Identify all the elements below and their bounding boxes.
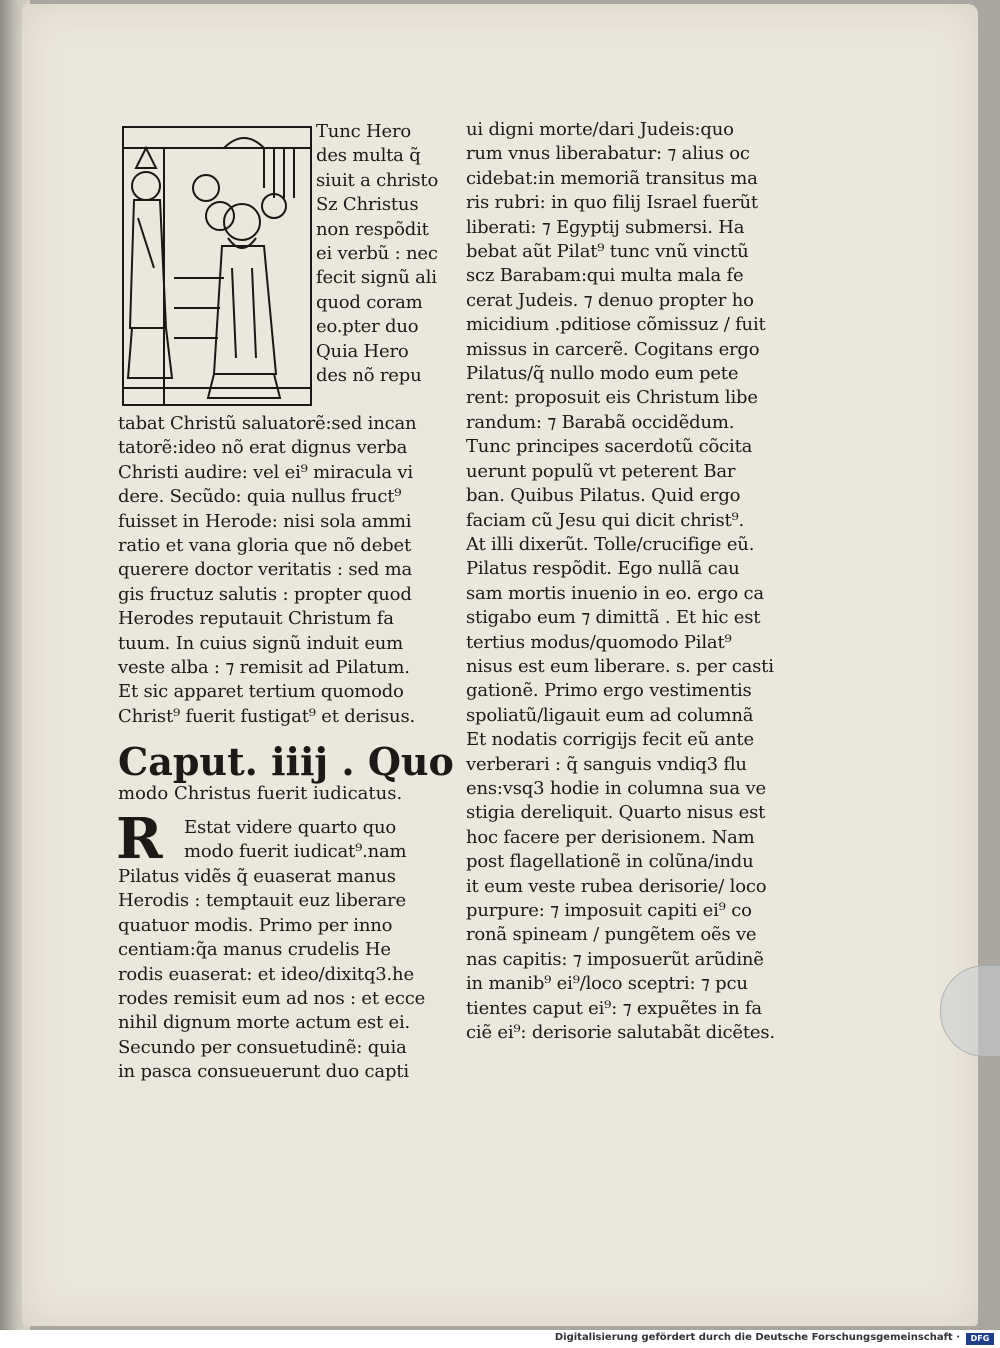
text-line: veste alba : ⁊ remisit ad Pilatum. [118,657,410,679]
text-line: rodes remisit eum ad nos : et ecce [118,988,426,1010]
text-line: quatuor modis. Primo per inno [118,914,393,936]
text-line: Herodes reputauit Christum fa [118,608,394,630]
text-line: Pilatus respõdit. Ego nullã cau [466,558,740,580]
text-line: rodis euaserat: et ideo/dixitq3.he [118,963,414,985]
left-column-top-text [316,120,446,388]
text-line: non respõdit [316,218,429,240]
chapter-subheading: modo Christus fuerit iudicatus. [118,783,403,804]
text-line: ciẽ ei⁹: derisorie salutabãt dicẽtes. [466,1022,775,1044]
text-line: stigia dereliquit. Quarto nisus est [466,802,766,824]
text-line: missus in carcerẽ. Cogitans ergo [466,338,760,360]
text-line: dere. Secũdo: quia nullus fruct⁹ [118,486,402,508]
text-line: gis fructuz salutis : propter quod [118,583,412,605]
text-line: purpure: ⁊ imposuit capiti ei⁹ co [466,900,752,921]
text-line: Estat videre quarto quo [184,817,396,838]
text-line: des nõ repu [316,365,422,387]
text-line: Herodis : temptauit euz liberare [118,890,406,912]
text-line: querere doctor veritatis : sed ma [118,559,413,581]
dfg-logo: DFG [966,1333,994,1345]
text-line: stigabo eum ⁊ dimittã . Et hic est [466,607,761,629]
initial-letter: R [116,806,163,872]
text-line: ui digni morte/dari Judeis:quo [466,119,734,140]
text-line: quod coram [316,291,423,313]
text-line: hoc facere per derisionem. Nam [466,826,755,848]
text-line: siuit a christo [316,169,439,191]
right-column-text [466,118,786,1045]
text-line: Pilatus/q̃ nullo modo eum pete [466,363,739,385]
text-line: scz Barabam:qui multa mala fe [466,265,744,287]
text-line: faciam cũ Jesu qui dicit christ⁹. [466,509,745,531]
text-line: ens:vsq3 hodie in columna sua ve [466,777,766,799]
text-line: spoliatũ/ligauit eum ad columnã [466,704,754,726]
text-line: tuum. In cuius signũ induit eum [118,632,404,654]
text-line: centiam:q̃a manus crudelis He [118,939,391,961]
left-column-chapter-top-text [184,816,444,865]
text-line: ratio et vana gloria que nõ debet [118,535,411,557]
woodcut-illustration [122,126,312,406]
text-line: bebat aũt Pilat⁹ tunc vnũ vinctũ [466,241,749,263]
text-line: rent: proposuit eis Christum libe [466,387,758,409]
footer-credit: Digitalisierung gefördert durch die Deutsche Forschungsgemeinschaft · [554,1332,960,1343]
text-line: liberati: ⁊ Egyptij submersi. Ha [466,216,745,238]
text-line: Pilatus vidẽs q̃ euaserat manus [118,866,396,887]
text-line: Sz Christus [316,194,419,216]
text-line: Quia Hero [316,340,409,362]
text-line: tertius modus/quomodo Pilat⁹ [466,631,732,653]
left-column-main-text [118,412,443,729]
text-line: post flagellationẽ in colũna/indu [466,851,754,873]
text-line: modo fuerit iudicat⁹.nam [184,841,407,863]
text-line: fecit signũ ali [316,267,437,289]
text-line: Secundo per consuetudinẽ: quia [118,1036,407,1058]
text-line: nisus est eum liberare. s. per casti [466,655,774,677]
text-line: tabat Christũ saluatorẽ:sed incan [118,413,417,434]
text-line: Tunc Hero [316,121,411,142]
text-line: cidebat:in memoriã transitus ma [466,167,758,189]
footer-bar [0,1330,1000,1348]
chapter-heading: Caput. iiij . Quo [118,739,454,784]
text-line: gationẽ. Primo ergo vestimentis [466,680,752,702]
text-line: ris rubri: in quo filij Israel fuerũt [466,192,758,214]
text-line: At illi dixerũt. Tolle/crucifige eũ. [466,533,755,555]
text-line: Christi audire: vel ei⁹ miracula vi [118,461,413,483]
woodcut-drawing [124,128,310,404]
text-line: verberari : q̃ sanguis vndiq3 flu [466,753,747,775]
text-line: Christ⁹ fuerit fustigat⁹ et derisus. [118,705,415,727]
text-line: in pasca consueuerunt duo capti [118,1061,409,1083]
text-line: Et nodatis corrigijs fecit eũ ante [466,729,754,751]
text-line: nihil dignum morte actum est ei. [118,1012,411,1034]
text-line: eo.pter duo [316,316,419,338]
text-line: randum: ⁊ Barabã occidẽdum. [466,411,735,433]
text-line: Tunc principes sacerdotũ cõcita [466,436,753,458]
text-line: micidium .pditiose cõmissuz / fuit [466,314,766,336]
text-line: ban. Quibus Pilatus. Quid ergo [466,485,741,507]
text-line: Et sic apparet tertium quomodo [118,681,404,703]
text-line: uerunt populũ vt peterent Bar [466,460,736,482]
text-line: cerat Judeis. ⁊ denuo propter ho [466,289,754,311]
text-line: ei verbũ : nec [316,243,438,265]
text-line: des multa q̃ [316,145,421,167]
text-line: sam mortis inuenio in eo. ergo ca [466,582,764,604]
text-line: tientes caput ei⁹: ⁊ expuẽtes in fa [466,997,762,1019]
text-line: it eum veste rubea derisorie/ loco [466,875,767,897]
text-line: tatorẽ:ideo nõ erat dignus verba [118,437,408,459]
text-line: nas capitis: ⁊ imposuerũt arũdinẽ [466,948,764,970]
text-line: ronã spineam / pungẽtem oẽs ve [466,924,757,946]
left-column-chapter-text [118,865,448,1085]
text-line: fuisset in Herode: nisi sola ammi [118,510,412,532]
text-line: in manib⁹ ei⁹/loco sceptri: ⁊ pcu [466,973,748,995]
text-line: rum vnus liberabatur: ⁊ alius oc [466,143,750,165]
